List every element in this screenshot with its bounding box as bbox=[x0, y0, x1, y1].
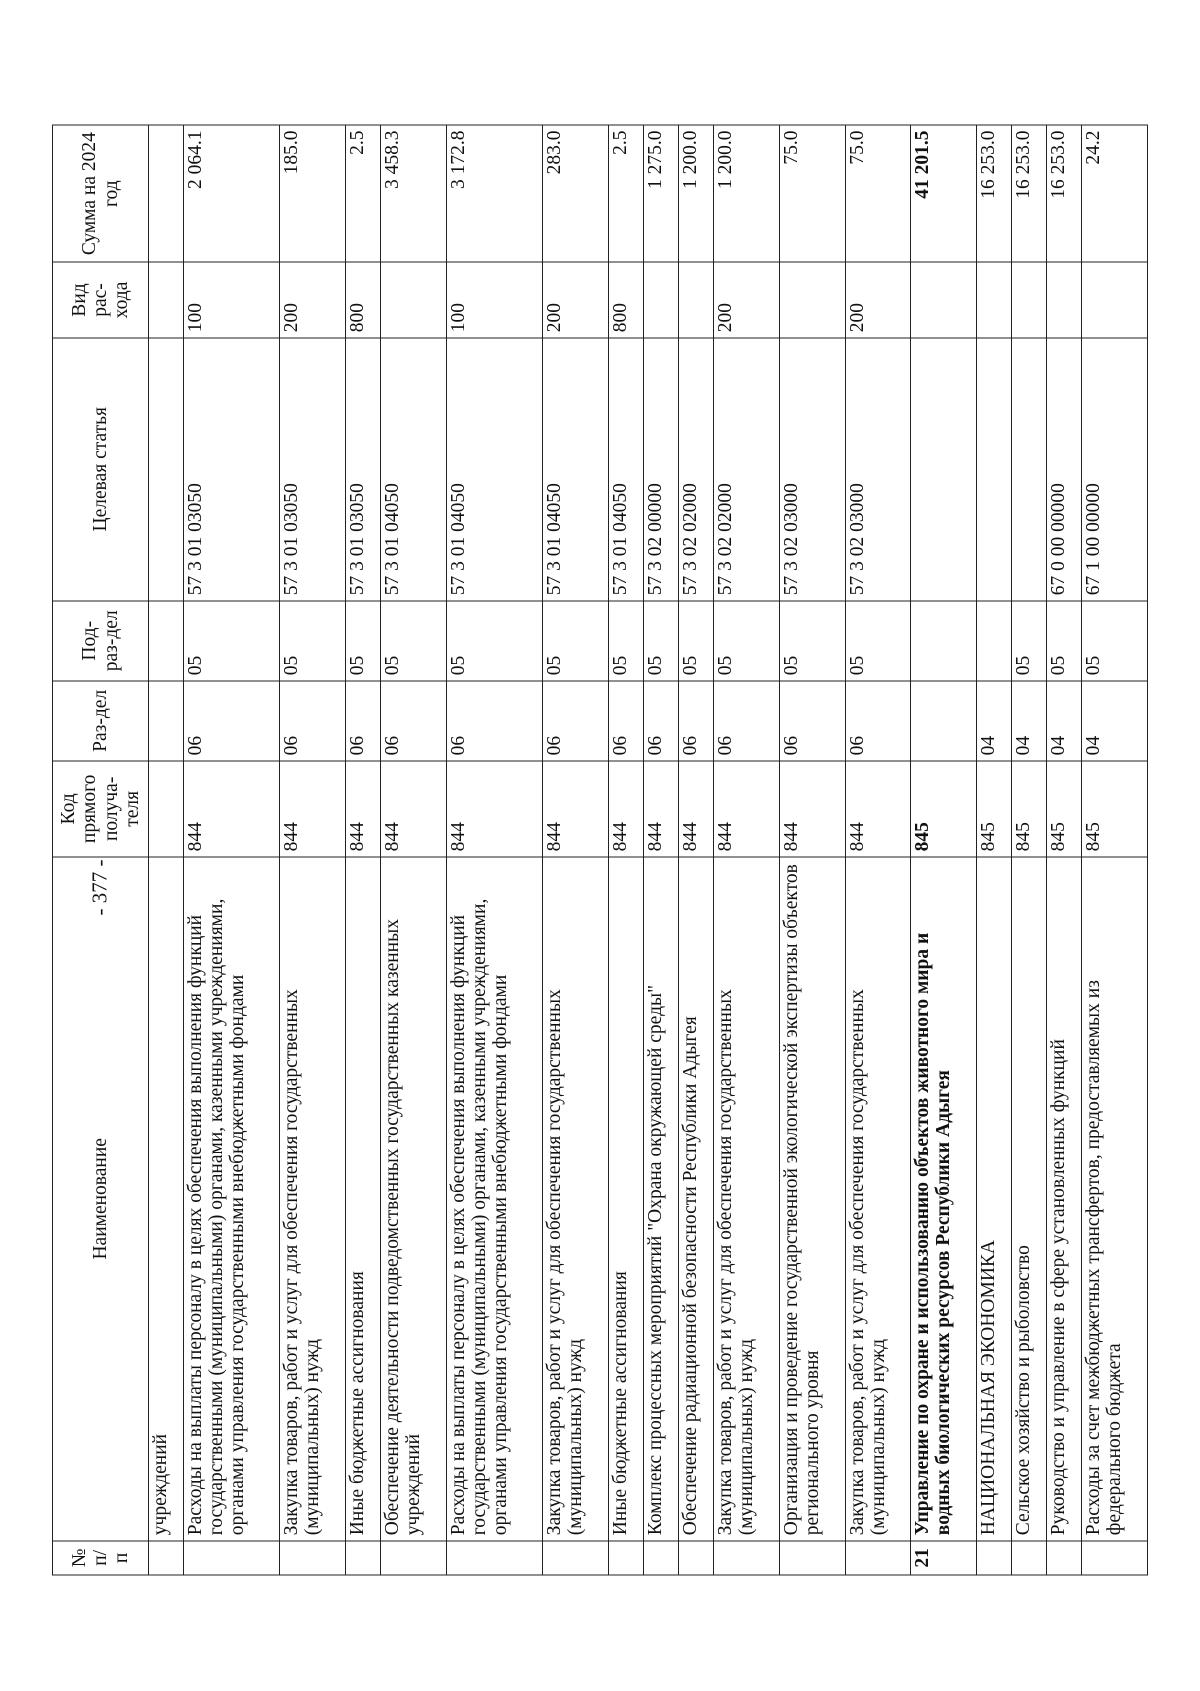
cell-name: Расходы за счет межбюджетных трансфертов, предоставляемых из федерального бюджета bbox=[1082, 857, 1148, 1541]
cell-podrazdel: 05 bbox=[184, 601, 280, 681]
cell-num bbox=[543, 1541, 609, 1575]
cell-celevaya: 57 3 01 04050 bbox=[381, 338, 447, 601]
table-row bbox=[714, 125, 780, 1575]
table-row bbox=[1047, 125, 1082, 1575]
cell-name: Комплекс процессных мероприятий "Охрана окружающей среды" bbox=[644, 857, 679, 1541]
cell-summa: 2 064.1 bbox=[184, 125, 280, 262]
cell-code: 844 bbox=[644, 761, 679, 857]
cell-podrazdel bbox=[911, 601, 977, 681]
cell-vid bbox=[149, 262, 184, 337]
table-row bbox=[779, 125, 845, 1575]
cell-celevaya bbox=[911, 338, 977, 601]
cell-num bbox=[609, 1541, 644, 1575]
budget-table-container bbox=[52, 125, 1148, 1576]
cell-podrazdel bbox=[149, 601, 184, 681]
cell-vid bbox=[911, 262, 977, 337]
cell-vid: 100 bbox=[446, 262, 542, 337]
cell-razdel: 06 bbox=[346, 681, 381, 761]
table-row bbox=[346, 125, 381, 1575]
header-summa: Сумма на 2024 год bbox=[53, 125, 149, 262]
cell-code: 844 bbox=[609, 761, 644, 857]
cell-name: Расходы на выплаты персоналу в целях обеспечения выполнения функций государственными (муниципальными) органами, казенными учреждениями, органами управления государственными внебюджетными фондами bbox=[446, 857, 542, 1541]
cell-vid bbox=[1047, 262, 1082, 337]
cell-name: Управление по охране и использованию объектов животного мира и водных биологических ресурсов Республики Адыгея bbox=[911, 857, 977, 1541]
table-row bbox=[381, 125, 447, 1575]
cell-summa: 1 275.0 bbox=[644, 125, 679, 262]
cell-summa: 75.0 bbox=[779, 125, 845, 262]
cell-celevaya: 67 0 00 00000 bbox=[1047, 338, 1082, 601]
cell-code: 844 bbox=[779, 761, 845, 857]
cell-num bbox=[1012, 1541, 1047, 1575]
budget-table bbox=[52, 125, 1148, 1576]
table-row bbox=[543, 125, 609, 1575]
cell-summa: 16 253.0 bbox=[1012, 125, 1047, 262]
table-row bbox=[280, 125, 346, 1575]
cell-summa: 41 201.5 bbox=[911, 125, 977, 262]
cell-razdel: 06 bbox=[280, 681, 346, 761]
cell-code: 844 bbox=[446, 761, 542, 857]
cell-vid: 100 bbox=[184, 262, 280, 337]
cell-num bbox=[280, 1541, 346, 1575]
cell-summa: 283.0 bbox=[543, 125, 609, 262]
cell-name: Сельское хозяйство и рыболовство bbox=[1012, 857, 1047, 1541]
cell-razdel: 04 bbox=[977, 681, 1012, 761]
cell-celevaya: 57 3 02 00000 bbox=[644, 338, 679, 601]
cell-vid: 200 bbox=[845, 262, 911, 337]
cell-summa: 75.0 bbox=[845, 125, 911, 262]
cell-name: Закупка товаров, работ и услуг для обеспечения государственных (муниципальных) нужд bbox=[543, 857, 609, 1541]
table-row bbox=[845, 125, 911, 1575]
cell-celevaya: 57 3 01 03050 bbox=[346, 338, 381, 601]
cell-podrazdel bbox=[977, 601, 1012, 681]
cell-summa: 1 200.0 bbox=[679, 125, 714, 262]
cell-celevaya: 57 3 01 03050 bbox=[184, 338, 280, 601]
cell-code: 844 bbox=[346, 761, 381, 857]
cell-code: 844 bbox=[714, 761, 780, 857]
cell-code: 844 bbox=[679, 761, 714, 857]
header-razdel: Раз-дел bbox=[53, 681, 149, 761]
cell-celevaya: 57 3 01 04050 bbox=[543, 338, 609, 601]
cell-summa: 16 253.0 bbox=[977, 125, 1012, 262]
table-row bbox=[609, 125, 644, 1575]
cell-podrazdel: 05 bbox=[644, 601, 679, 681]
cell-celevaya: 57 3 01 04050 bbox=[446, 338, 542, 601]
cell-name: Обеспечение деятельности подведомственных государственных казенных учреждений bbox=[381, 857, 447, 1541]
cell-razdel: 06 bbox=[679, 681, 714, 761]
cell-vid bbox=[977, 262, 1012, 337]
cell-summa: 1 200.0 bbox=[714, 125, 780, 262]
cell-summa bbox=[149, 125, 184, 262]
cell-razdel: 06 bbox=[184, 681, 280, 761]
header-code: Код прямого получа-теля bbox=[53, 761, 149, 857]
cell-vid: 800 bbox=[609, 262, 644, 337]
cell-razdel: 06 bbox=[714, 681, 780, 761]
cell-num bbox=[977, 1541, 1012, 1575]
cell-podrazdel: 05 bbox=[543, 601, 609, 681]
cell-num bbox=[184, 1541, 280, 1575]
cell-celevaya bbox=[149, 338, 184, 601]
cell-vid: 200 bbox=[280, 262, 346, 337]
header-podrazdel: Под-раз-дел bbox=[53, 601, 149, 681]
cell-code: 845 bbox=[1047, 761, 1082, 857]
table-body bbox=[149, 125, 1148, 1575]
cell-podrazdel: 05 bbox=[1082, 601, 1148, 681]
cell-podrazdel: 05 bbox=[714, 601, 780, 681]
cell-summa: 16 253.0 bbox=[1047, 125, 1082, 262]
cell-podrazdel: 05 bbox=[280, 601, 346, 681]
cell-celevaya: 57 3 01 04050 bbox=[609, 338, 644, 601]
cell-celevaya: 57 3 02 03000 bbox=[779, 338, 845, 601]
cell-celevaya: 57 3 01 03050 bbox=[280, 338, 346, 601]
cell-vid: 200 bbox=[543, 262, 609, 337]
cell-razdel: 06 bbox=[845, 681, 911, 761]
cell-code: 844 bbox=[184, 761, 280, 857]
cell-name: Закупка товаров, работ и услуг для обеспечения государственных (муниципальных) нужд bbox=[280, 857, 346, 1541]
cell-celevaya bbox=[977, 338, 1012, 601]
cell-razdel bbox=[911, 681, 977, 761]
cell-podrazdel: 05 bbox=[679, 601, 714, 681]
cell-razdel: 06 bbox=[543, 681, 609, 761]
cell-num bbox=[779, 1541, 845, 1575]
cell-code: 845 bbox=[911, 761, 977, 857]
header-num: № п/п bbox=[53, 1541, 149, 1575]
cell-vid: 200 bbox=[714, 262, 780, 337]
cell-celevaya: 57 3 02 02000 bbox=[714, 338, 780, 601]
table-row bbox=[911, 125, 977, 1575]
cell-podrazdel: 05 bbox=[346, 601, 381, 681]
cell-podrazdel: 05 bbox=[779, 601, 845, 681]
cell-code: 844 bbox=[543, 761, 609, 857]
table-row bbox=[644, 125, 679, 1575]
cell-razdel: 06 bbox=[779, 681, 845, 761]
cell-num bbox=[644, 1541, 679, 1575]
cell-num bbox=[346, 1541, 381, 1575]
cell-summa: 3 172.8 bbox=[446, 125, 542, 262]
cell-code: 844 bbox=[381, 761, 447, 857]
page-number: - 377 - bbox=[87, 859, 112, 916]
cell-celevaya bbox=[1012, 338, 1047, 601]
table-row bbox=[184, 125, 280, 1575]
cell-num bbox=[149, 1541, 184, 1575]
cell-code bbox=[149, 761, 184, 857]
cell-name: учреждений bbox=[149, 857, 184, 1541]
cell-vid bbox=[679, 262, 714, 337]
cell-name: Обеспечение радиационной безопасности Республики Адыгея bbox=[679, 857, 714, 1541]
cell-podrazdel: 05 bbox=[1012, 601, 1047, 681]
cell-summa: 24.2 bbox=[1082, 125, 1148, 262]
cell-name: Иные бюджетные ассигнования bbox=[346, 857, 381, 1541]
header-celevaya: Целевая статья bbox=[53, 338, 149, 601]
cell-podrazdel: 05 bbox=[381, 601, 447, 681]
table-row bbox=[679, 125, 714, 1575]
cell-name: Руководство и управление в сфере установленных функций bbox=[1047, 857, 1082, 1541]
cell-razdel: 04 bbox=[1012, 681, 1047, 761]
cell-razdel: 06 bbox=[644, 681, 679, 761]
cell-num bbox=[381, 1541, 447, 1575]
cell-vid: 800 bbox=[346, 262, 381, 337]
cell-vid bbox=[644, 262, 679, 337]
cell-podrazdel: 05 bbox=[845, 601, 911, 681]
cell-vid bbox=[1012, 262, 1047, 337]
cell-name: Закупка товаров, работ и услуг для обеспечения государственных (муниципальных) нужд bbox=[714, 857, 780, 1541]
cell-code: 845 bbox=[1012, 761, 1047, 857]
cell-razdel: 04 bbox=[1047, 681, 1082, 761]
cell-code: 844 bbox=[845, 761, 911, 857]
header-vid: Вид рас-хода bbox=[53, 262, 149, 337]
cell-num bbox=[1047, 1541, 1082, 1575]
cell-num bbox=[845, 1541, 911, 1575]
cell-summa: 3 458.3 bbox=[381, 125, 447, 262]
table-header-row bbox=[53, 125, 149, 1575]
cell-celevaya: 57 3 02 03000 bbox=[845, 338, 911, 601]
cell-code: 845 bbox=[977, 761, 1012, 857]
table-row bbox=[1082, 125, 1148, 1575]
cell-summa: 185.0 bbox=[280, 125, 346, 262]
cell-num bbox=[714, 1541, 780, 1575]
header-name: Наименование bbox=[53, 857, 149, 1541]
cell-podrazdel: 05 bbox=[1047, 601, 1082, 681]
table-row bbox=[149, 125, 184, 1575]
cell-name: Организация и проведение государственной экологической экспертизы объектов регионального уровня bbox=[779, 857, 845, 1541]
cell-num bbox=[679, 1541, 714, 1575]
table-row bbox=[977, 125, 1012, 1575]
cell-summa: 2.5 bbox=[609, 125, 644, 262]
cell-name: Расходы на выплаты персоналу в целях обеспечения выполнения функций государственными (муниципальными) органами, казенными учреждениями, органами управления государственными внебюджетными фондами bbox=[184, 857, 280, 1541]
cell-razdel bbox=[149, 681, 184, 761]
table-row bbox=[1012, 125, 1047, 1575]
cell-summa: 2.5 bbox=[346, 125, 381, 262]
table-row bbox=[446, 125, 542, 1575]
cell-podrazdel: 05 bbox=[446, 601, 542, 681]
cell-razdel: 04 bbox=[1082, 681, 1148, 761]
cell-razdel: 06 bbox=[446, 681, 542, 761]
cell-vid bbox=[1082, 262, 1148, 337]
cell-code: 844 bbox=[280, 761, 346, 857]
cell-celevaya: 57 3 02 02000 bbox=[679, 338, 714, 601]
cell-code: 845 bbox=[1082, 761, 1148, 857]
cell-razdel: 06 bbox=[381, 681, 447, 761]
cell-vid bbox=[381, 262, 447, 337]
cell-celevaya: 67 1 00 00000 bbox=[1082, 338, 1148, 601]
cell-razdel: 06 bbox=[609, 681, 644, 761]
cell-podrazdel: 05 bbox=[609, 601, 644, 681]
cell-num bbox=[446, 1541, 542, 1575]
cell-name: НАЦИОНАЛЬНАЯ ЭКОНОМИКА bbox=[977, 857, 1012, 1541]
cell-name: Закупка товаров, работ и услуг для обеспечения государственных (муниципальных) нужд bbox=[845, 857, 911, 1541]
cell-vid bbox=[779, 262, 845, 337]
cell-num: 21 bbox=[911, 1541, 977, 1575]
cell-name: Иные бюджетные ассигнования bbox=[609, 857, 644, 1541]
cell-num bbox=[1082, 1541, 1148, 1575]
